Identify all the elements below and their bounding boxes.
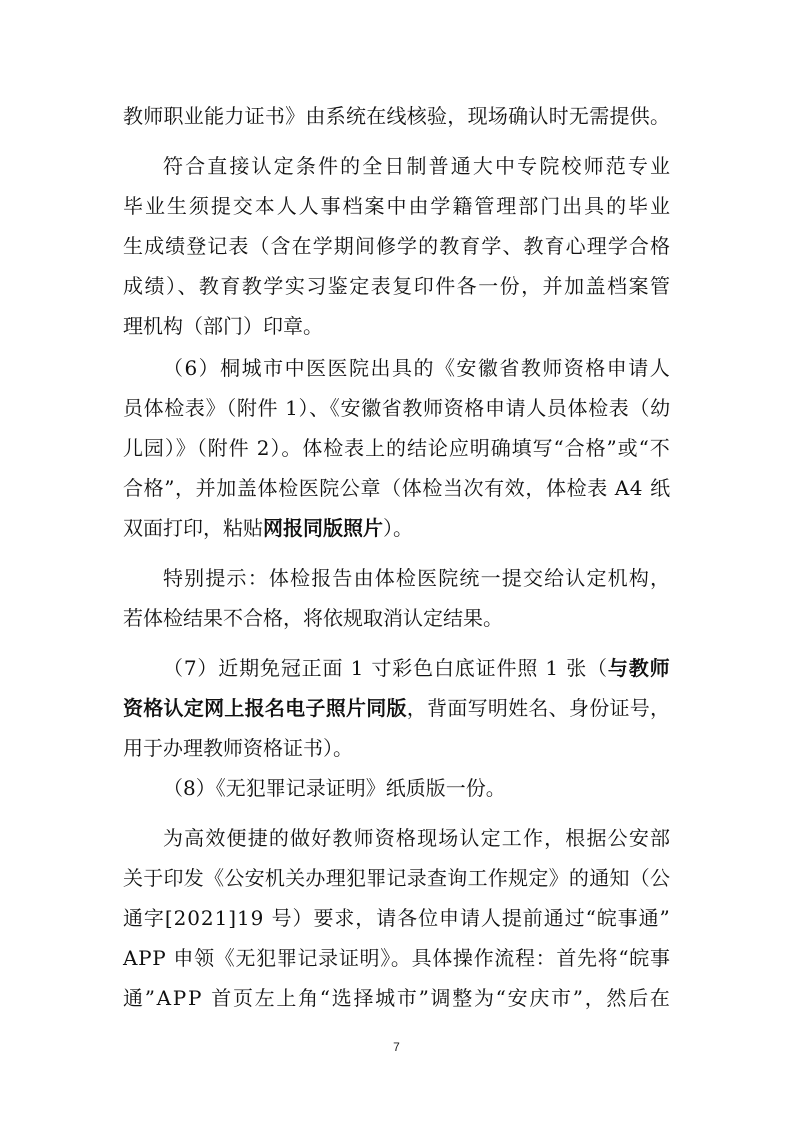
text-line-17: （8）《无犯罪记录证明》纸质版一份。 [163,776,506,800]
text-line-3: 毕业生须提交本人人事档案中由学籍管理部门出具的毕业 [123,194,672,218]
text-line-15: 资格认定网上报名电子照片同版，背面写明姓名、身份证号， [123,696,671,720]
page-number: 7 [393,1040,400,1054]
text-line-10: 合格”，并加盖体检医院公章（体检当次有效，体检表 A4 纸 [123,476,671,500]
text-line-9: 儿园）》（附件 2）。体检表上的结论应明确填写“合格”或“不 [123,436,671,460]
text-line-8: 员体检表》（附件 1）、《安徽省教师资格申请人员体检表（幼 [123,396,671,420]
text-line-11: 双面打印，粘贴网报同版照片）。 [123,516,413,540]
text-line-19: 关于印发《公安机关办理犯罪记录查询工作规定》的通知（公 [123,866,671,890]
bold-phrase: 与教师 [607,656,671,680]
bold-phrase: 资格认定网上报名电子照片同版 [123,696,407,720]
bold-phrase: 网报同版照片 [263,516,383,540]
text-line-2: 符合直接认定条件的全日制普通大中专院校师范专业 [163,154,673,178]
text-line-4: 生成绩登记表（含在学期间修学的教育学、教育心理学合格 [123,234,672,258]
text-line-13: 若体检结果不合格，将依规取消认定结果。 [123,606,503,630]
text-line-21: APP 申领《无犯罪记录证明》。具体操作流程：首先将“皖事 [123,946,671,970]
text-line-12: 特别提示：体检报告由体检医院统一提交给认定机构， [163,566,672,590]
text-line-5: 成绩）、教育教学实习鉴定表复印件各一份，并加盖档案管 [123,274,672,298]
text-line-22: 通”APP 首页左上角“选择城市”调整为“安庆市”，然后在 [123,986,672,1010]
text-line-7: （6）桐城市中医医院出具的《安徽省教师资格申请人 [163,356,672,380]
text-line-6: 理机构（部门）印章。 [123,314,323,338]
text-line-20: 通字[2021]19 号）要求，请各位申请人提前通过“皖事通” [123,906,671,930]
text-line-1: 教师职业能力证书》由系统在线核验，现场确认时无需提供。 [123,104,671,128]
text-line-16: 用于办理教师资格证书）。 [123,736,353,760]
text-line-18: 为高效便捷的做好教师资格现场认定工作，根据公安部 [163,826,672,850]
text-line-14: （7）近期免冠正面 1 寸彩色白底证件照 1 张（与教师 [163,656,671,680]
